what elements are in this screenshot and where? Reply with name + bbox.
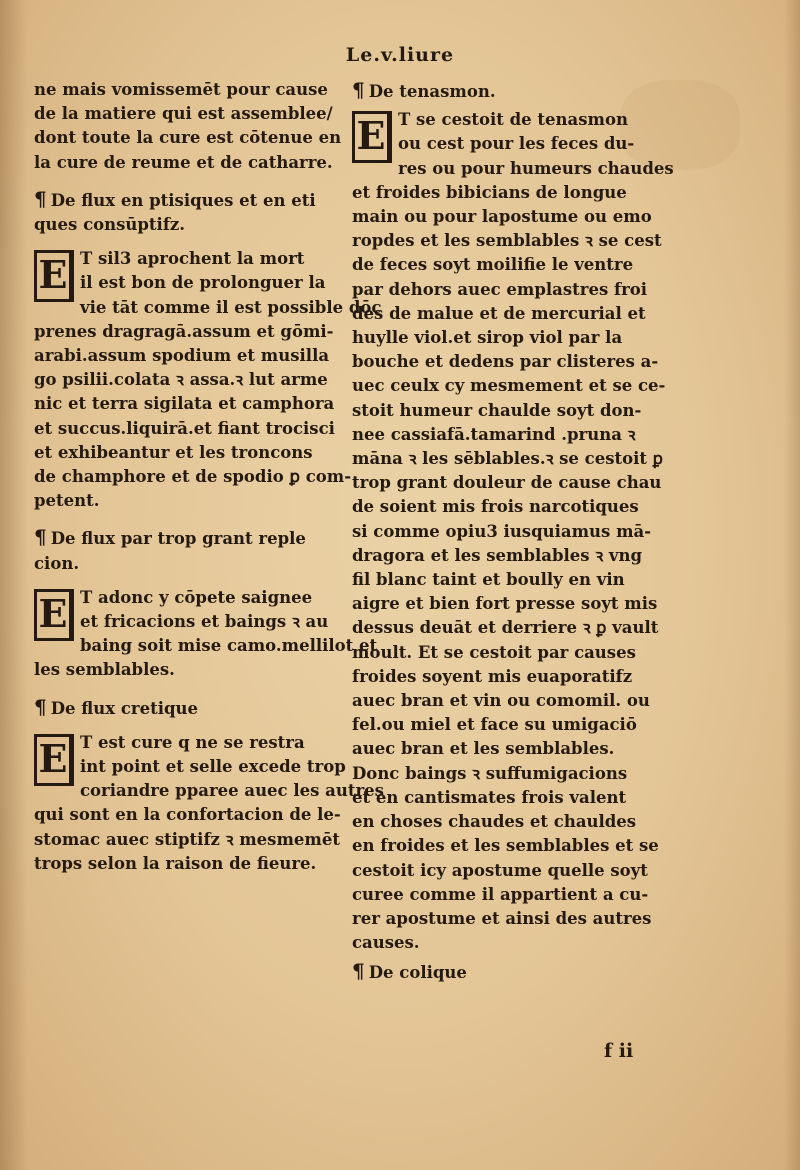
running-head: Le.v.liure <box>345 44 455 66</box>
text-line: ou cest pour les feces du- <box>398 134 635 154</box>
text-line: main ou pour lapostume ou emo <box>352 207 652 227</box>
text-line: coriandre pparee auec les autres <box>80 781 384 801</box>
text-line: Donc baings ꝛ suffumigacions <box>352 763 628 783</box>
text-line: qui sont en la confortacion de le- <box>34 805 341 825</box>
pilcrow-icon: ¶ <box>34 186 47 211</box>
text-line: en choses chaudes et chauldes <box>352 812 637 832</box>
section-body-ptisiques <box>34 247 382 513</box>
section-body-cretique <box>34 731 384 876</box>
pilcrow-icon: ¶ <box>352 78 365 102</box>
text-line: go psilii.colata ꝛ assa.ꝛ lut arme <box>34 370 328 390</box>
text-line: ne mais vomissemēt pour cause <box>34 80 328 99</box>
text-line: de champhore et de spodio ꝑ com- <box>34 467 352 487</box>
text-line: trop grant douleur de cause chau <box>352 473 662 493</box>
text-line: arabi.assum spodium et musilla <box>34 346 330 366</box>
text-line: uec ceulx cy mesmement et se ce- <box>352 376 666 396</box>
section-body-repletion <box>34 586 378 683</box>
pilcrow-icon: ¶ <box>34 525 47 550</box>
intro-paragraph <box>34 78 352 175</box>
text-line: de la matiere qui est assemblee/ <box>34 104 333 124</box>
section-heading-colique: ¶ De colique <box>352 959 467 984</box>
text-line: en froides et les semblables et se <box>352 836 659 856</box>
text-line: aigre et bien fort presse soyt mis <box>352 594 658 614</box>
text-line: fil blanc taint et boully en vin <box>352 570 625 590</box>
text-line: si comme opiu3 iusquiamus mā- <box>352 521 652 541</box>
text-line: de feces soyt moilifie le ventre <box>352 255 634 275</box>
text-line: les semblables. <box>34 660 175 680</box>
initial-letter: E <box>34 734 74 786</box>
text-line: de soient mis frois narcotiques <box>352 497 639 517</box>
initial-letter: E <box>352 111 392 163</box>
text-line: et exhibeantur et les troncons <box>34 442 313 462</box>
text-line: il est bon de prolonguer la <box>80 273 326 293</box>
text-line: moult. Et se cestoit par causes <box>352 642 636 662</box>
text-line: nic et terra sigilata et camphora <box>34 394 335 414</box>
right-column <box>352 78 688 986</box>
text-line: T sil3 aprochent la mort <box>80 249 305 269</box>
text-line: nee cassiafā.tamarind .pruna ꝛ <box>352 424 636 444</box>
text-line: et froides bibicians de longue <box>352 182 627 202</box>
section-heading-line: cion. <box>34 553 80 573</box>
text-line: dont toute la cure est cōtenue en <box>34 128 342 148</box>
section-heading-cretique: ¶ De flux cretique <box>34 694 199 719</box>
section-heading-repletion: ¶ De flux par trop grant reple <box>34 525 306 550</box>
text-line: auec bran et vin ou comomil. ou <box>352 691 650 711</box>
text-line: vie tāt comme il est possible dōc <box>80 297 382 317</box>
text-line: T adonc y cōpete saignee <box>80 587 313 607</box>
left-column <box>34 78 384 876</box>
text-line: bouche et dedens par clisteres a- <box>352 352 659 372</box>
initial-letter: E <box>34 589 74 641</box>
text-line: T est cure q ne se restra <box>80 732 305 752</box>
text-line: ropdes et les semblables ꝛ se cest <box>352 231 662 251</box>
text-line: auec bran et les semblables. <box>352 739 615 759</box>
initial-letter: E <box>34 250 74 302</box>
text-line: cestoit icy apostume quelle soyt <box>352 860 648 880</box>
text-line: et en cantismates frois valent <box>352 787 627 807</box>
text-line: et succus.liquirā.et fiant trocisci <box>34 418 335 438</box>
text-line: et fricacions et baings ꝛ au <box>80 612 329 632</box>
text-line: dragora et les semblables ꝛ vng <box>352 545 643 565</box>
section-body-tenasmon <box>352 108 688 955</box>
text-line: stoit humeur chaulde soyt don- <box>352 400 642 420</box>
text-line: curee comme il appartient a cu- <box>352 884 649 904</box>
text-line: causes. <box>352 933 420 953</box>
text-line: des de malue et de mercurial et <box>352 303 646 323</box>
text-line: māna ꝛ les sēblables.ꝛ se cestoit ꝑ <box>352 449 663 469</box>
section-heading-line: ques consūptifz. <box>34 215 186 235</box>
text-line: res ou pour humeurs chaudes <box>398 158 674 178</box>
text-line: baing soit mise camo.mellilot et <box>80 636 378 656</box>
pilcrow-icon: ¶ <box>34 694 47 719</box>
text-line: huylle viol.et sirop viol par la <box>352 328 623 348</box>
text-line: T se cestoit de tenasmon <box>398 110 628 130</box>
pilcrow-icon: ¶ <box>352 959 365 984</box>
text-line: stomac auec stiptifz ꝛ mesmemēt <box>34 829 340 849</box>
section-heading-tenasmon: ¶ De tenasmon. <box>352 78 496 102</box>
signature-mark: f ii <box>604 1040 634 1062</box>
text-line: rer apostume et ainsi des autres <box>352 908 652 928</box>
section-heading-ptisiques: ¶ De flux en ptisiques et en eti <box>34 186 316 211</box>
text-line: la cure de reume et de catharre. <box>34 152 333 172</box>
text-line: int point et selle excede trop <box>80 757 346 777</box>
text-line: trops selon la raison de fieure. <box>34 853 317 873</box>
text-line: froides soyent mis euaporatifz <box>352 666 633 686</box>
text-line: petent. <box>34 491 100 511</box>
text-line: prenes dragragā.assum et gōmi- <box>34 321 334 341</box>
text-line: dessus deuāt et derriere ꝛ ꝑ vault <box>352 618 659 638</box>
text-line: par dehors auec emplastres froi <box>352 279 648 299</box>
text-line: fel.ou miel et face su umigaciō <box>352 715 637 735</box>
